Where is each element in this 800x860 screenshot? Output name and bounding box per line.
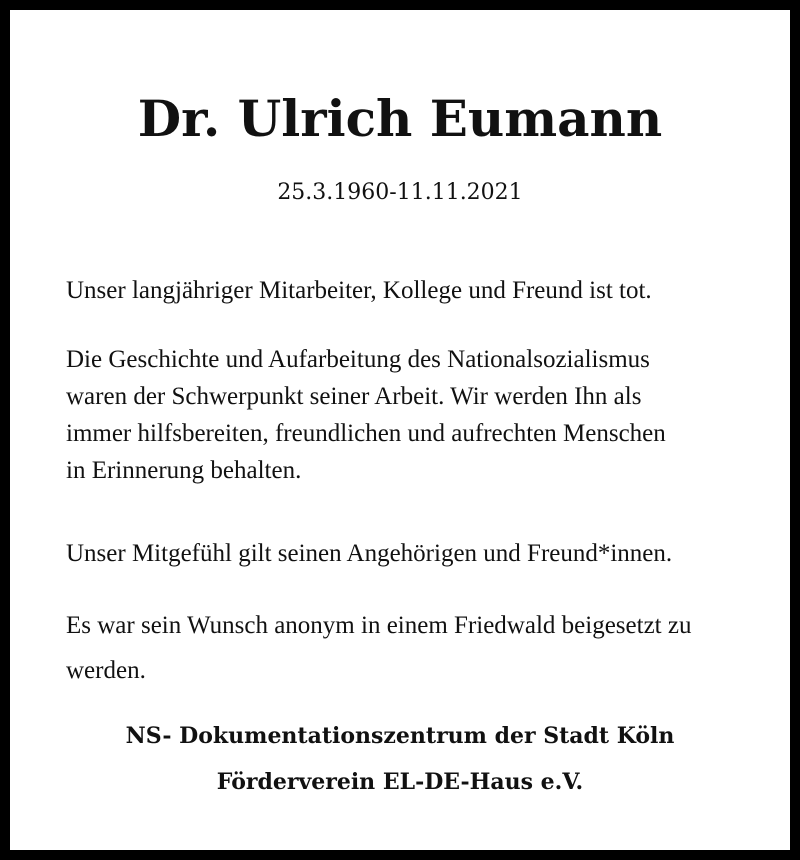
signature-association: Förderverein EL-DE-Haus e.V. bbox=[216, 769, 584, 795]
paragraph-line: waren der Schwerpunkt seiner Arbeit. Wir werden Ihn als bbox=[66, 383, 642, 410]
paragraph-tribute bbox=[66, 341, 766, 489]
life-dates: 25.3.1960-11.11.2021 bbox=[277, 180, 523, 205]
paragraph-line: immer hilfsbereiten, freundlichen und aufrechten Menschen bbox=[66, 420, 666, 447]
paragraph-line: Unser Mitgefühl gilt seinen Angehörigen und Freund*innen. bbox=[66, 540, 673, 567]
paragraph-line: in Erinnerung behalten. bbox=[66, 457, 302, 484]
paragraph-line: werden. bbox=[66, 657, 146, 684]
paragraph-condolence bbox=[66, 535, 766, 572]
paragraph-burial-wish bbox=[66, 603, 766, 693]
paragraph-line: Die Geschichte und Aufarbeitung des Nationalsozialismus bbox=[66, 346, 650, 373]
paragraph-line: Es war sein Wunsch anonym in einem Friedwald beigesetzt zu bbox=[66, 612, 692, 639]
paragraph-announcement bbox=[66, 272, 766, 309]
paragraph-line: Unser langjähriger Mitarbeiter, Kollege und Freund ist tot. bbox=[66, 277, 652, 304]
deceased-name: Dr. Ulrich Eumann bbox=[137, 89, 663, 148]
signature-organization: NS- Dokumentationszentrum der Stadt Köln bbox=[125, 723, 675, 749]
